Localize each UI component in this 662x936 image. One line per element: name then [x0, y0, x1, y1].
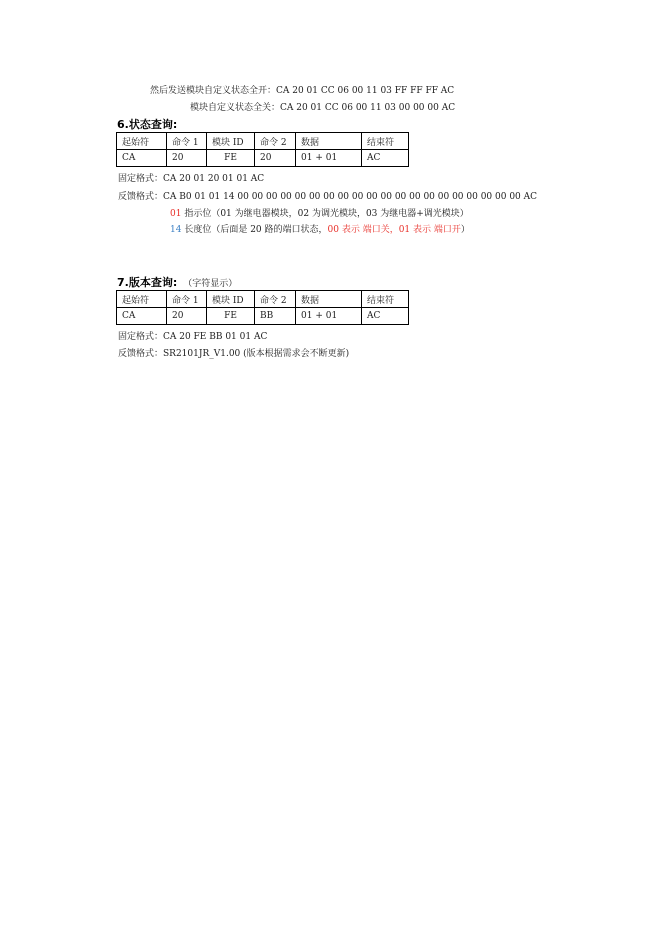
- indicator-code: 01: [170, 209, 182, 219]
- header-cmd1: 命令 1: [167, 133, 207, 150]
- table-row: [117, 308, 409, 325]
- cell-end: AC: [362, 308, 409, 325]
- version-feedback-format: 反馈格式：SR2101JR_V1.00 (版本根据需求会不断更新): [118, 349, 350, 359]
- length-state-note: 00 表示 端口关，01 表示 端口开: [327, 225, 461, 235]
- header-cmd1: 命令 1: [167, 291, 207, 308]
- cell-end: AC: [362, 150, 409, 167]
- header-data: 数据: [296, 291, 362, 308]
- cell-data: 01 + 01: [296, 308, 362, 325]
- length-text-close: ）: [460, 225, 470, 235]
- table-row: [117, 150, 409, 167]
- cell-data: 01 + 01: [296, 150, 362, 167]
- cell-module-id: FE: [207, 150, 255, 167]
- table-header-row: [117, 133, 409, 150]
- section-6-heading: 6.状态查询:: [117, 118, 178, 131]
- header-end: 结束符: [362, 291, 409, 308]
- preamble-line-all-off: 模块自定义状态全关：CA 20 01 CC 06 00 11 03 00 00 00 AC: [190, 103, 456, 113]
- table-header-row: [117, 291, 409, 308]
- header-start: 起始符: [117, 133, 167, 150]
- section-7-heading: [117, 274, 237, 290]
- header-cmd2: 命令 2: [255, 291, 296, 308]
- section-7-note: （字符显示）: [183, 279, 238, 289]
- header-cmd2: 命令 2: [255, 133, 296, 150]
- header-start: 起始符: [117, 291, 167, 308]
- status-query-table: [116, 132, 409, 167]
- header-end: 结束符: [362, 133, 409, 150]
- version-fixed-format: 固定格式：CA 20 FE BB 01 01 AC: [118, 332, 268, 342]
- cell-start: CA: [117, 308, 167, 325]
- indicator-text: 指示位（01 为继电器模块，02 为调光模块，03 为继电器+调光模块）: [184, 209, 469, 219]
- version-query-table: [116, 290, 409, 325]
- preamble-line-all-on: 然后发送模块自定义状态全开：CA 20 01 CC 06 00 11 03 FF FF FF AC: [150, 86, 455, 96]
- cell-cmd2: BB: [255, 308, 296, 325]
- header-module-id: 模块 ID: [207, 291, 255, 308]
- length-code: 14: [170, 225, 182, 235]
- length-text: 长度位（后面是 20 路的端口状态，: [184, 225, 328, 235]
- cell-cmd2: 20: [255, 150, 296, 167]
- cell-cmd1: 20: [167, 150, 207, 167]
- indicator-line: [170, 206, 469, 219]
- header-data: 数据: [296, 133, 362, 150]
- cell-module-id: FE: [207, 308, 255, 325]
- header-module-id: 模块 ID: [207, 133, 255, 150]
- cell-cmd1: 20: [167, 308, 207, 325]
- section-7-title: 7.版本查询:: [117, 276, 178, 289]
- cell-start: CA: [117, 150, 167, 167]
- status-feedback-format: 反馈格式：CA B0 01 01 14 00 00 00 00 00 00 00 00 00 00 00 00 00 00 00 00 00 00 00 00 AC: [118, 192, 538, 202]
- status-fixed-format: 固定格式：CA 20 01 20 01 01 AC: [118, 174, 265, 184]
- length-line: [170, 222, 470, 235]
